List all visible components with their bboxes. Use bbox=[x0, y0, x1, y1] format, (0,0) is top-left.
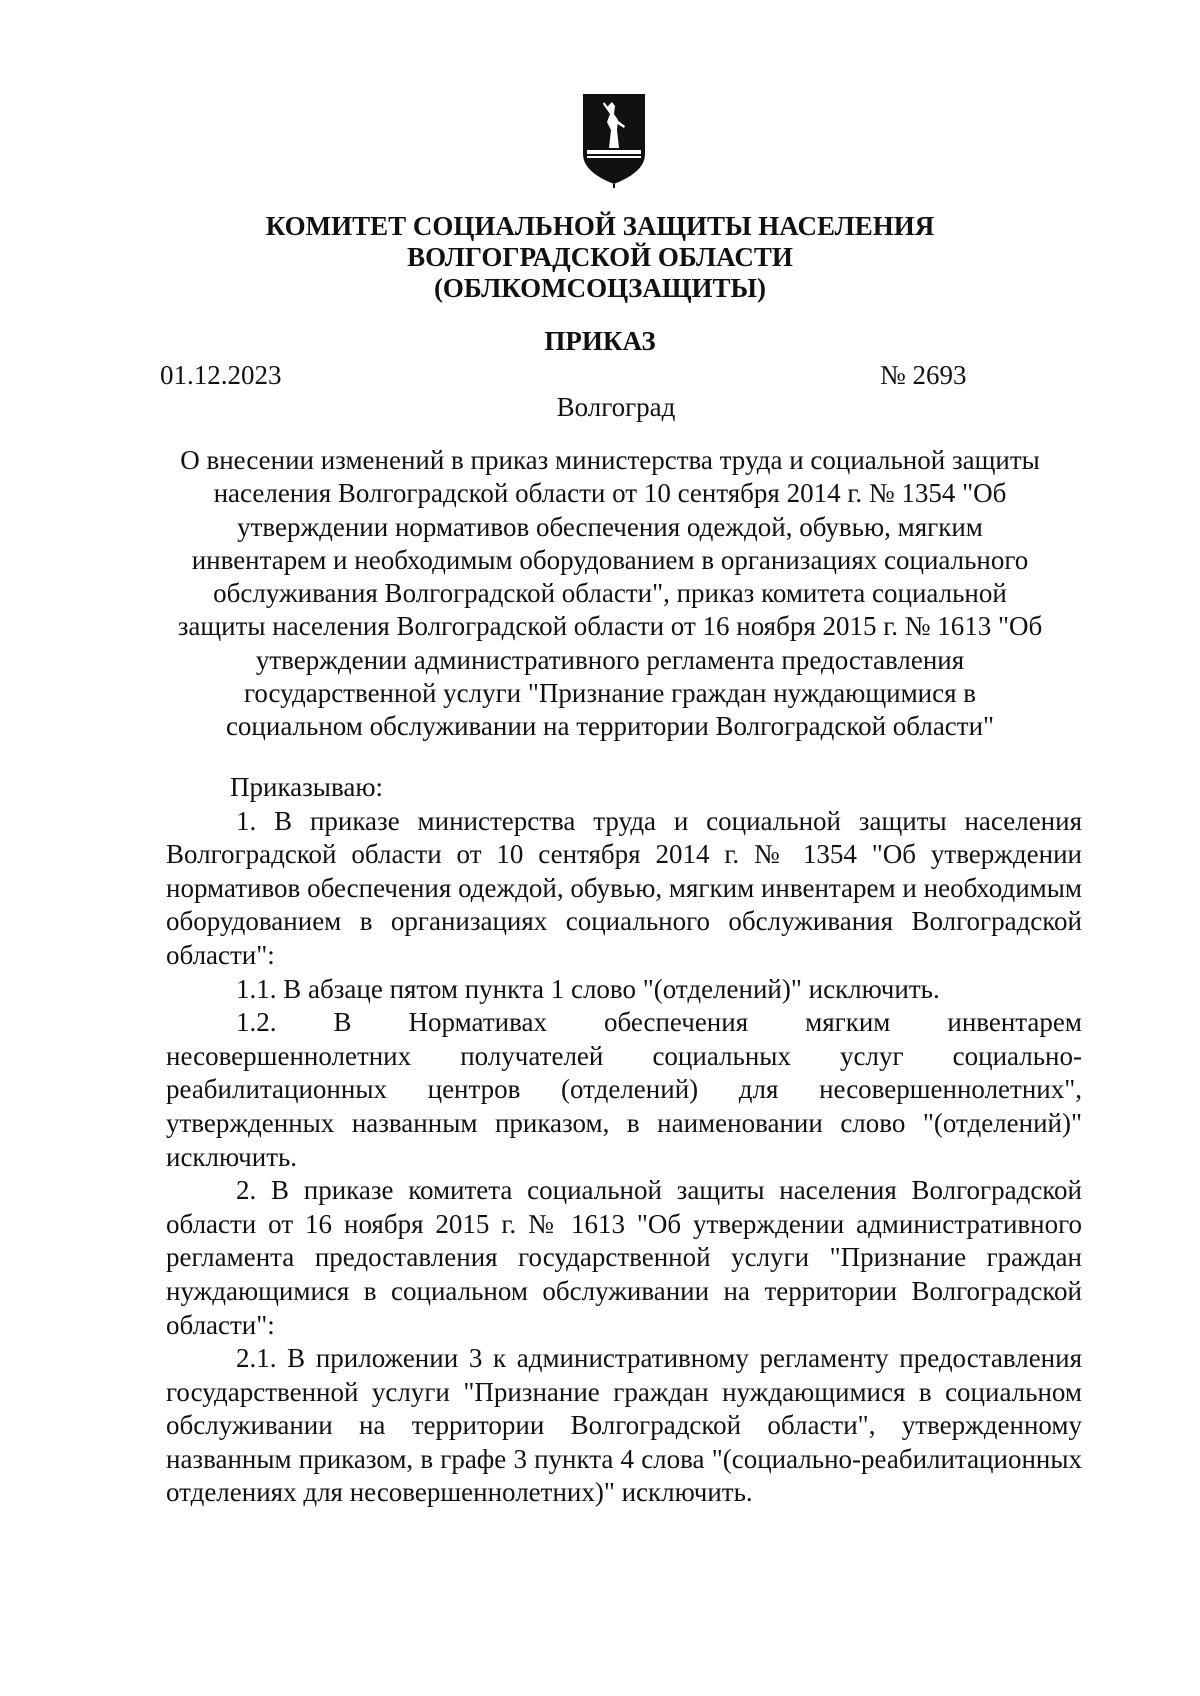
paragraph-1: 1. В приказе министерства труда и социальной защиты населения Волгоградской области от 10 сентября 2014 г. № 1354 "Об утверждении нормативов обеспечения одеждой, обувью, мягким инвентарем и необходимым оборудованием в организациях социального обслуживания Волгоградской области": bbox=[166, 805, 1082, 970]
org-line: (ОБЛКОМСОЦЗАЩИТЫ) bbox=[433, 273, 767, 303]
title-line: защиты населения Волгоградской области от 16 ноября 2015 г. № 1613 "Об bbox=[177, 611, 1043, 642]
title-line: социальном обслуживании на территории Волгоградской области" bbox=[225, 711, 995, 742]
document-type: ПРИКАЗ bbox=[544, 326, 656, 356]
title-line: О внесении изменений в приказ министерства труда и социальной защиты bbox=[180, 445, 1040, 475]
paragraph-2: 2. В приказе комитета социальной защиты населения Волгоградской области от 16 ноября 2015 г. № 1613 "Об утверждении административного регламента предоставления государственной услуги "Признание граждан нуждающимися в социальном обслуживании на территории Волгоградской области": bbox=[166, 1175, 1082, 1340]
organization-name bbox=[0, 211, 1200, 304]
paragraph-1-2: 1.2. В Нормативах обеспечения мягким инвентарем несовершеннолетних получателей социальных услуг социально-реабилитационных центров (отделений) для несовершеннолетних", утвержденных названным приказом, в наименовании слово "(отделений)" исключить. bbox=[166, 1007, 1082, 1172]
title-line: обслуживания Волгоградской области", приказ комитета социальной bbox=[213, 578, 1007, 609]
paragraph-1-1: 1.1. В абзаце пятом пункта 1 слово "(отделений)" исключить. bbox=[236, 973, 940, 1004]
order-lead: Приказываю: bbox=[230, 772, 383, 802]
document-number: № 2693 bbox=[880, 360, 967, 390]
title-line: государственной услуги "Признание граждан нуждающимися в bbox=[243, 678, 977, 709]
paragraph-2-1: 2.1. В приложении 3 к административному регламенту предоставления государственной услуги "Признание граждан нуждающимися в социальном обслуживании на территории Волгоградской области", утвержденному названным приказом, в графе 3 пункта 4 слова "(социально-реабилитационных отделениях для несовершеннолетних)" исключить. bbox=[166, 1343, 1082, 1508]
title-line: утверждении административного регламента предоставления bbox=[255, 644, 965, 675]
volgograd-coat-of-arms-icon bbox=[579, 92, 649, 188]
document-city: Волгоград bbox=[556, 392, 676, 422]
title-line: инвентарем и необходимым оборудованием в организациях социального bbox=[191, 544, 1029, 575]
document-title bbox=[140, 444, 1080, 744]
org-line: ВОЛГОГРАДСКОЙ ОБЛАСТИ bbox=[407, 242, 793, 272]
title-line: утверждении нормативов обеспечения одеждой, обувью, мягким bbox=[237, 511, 983, 542]
document-date: 01.12.2023 bbox=[160, 360, 282, 390]
title-line: населения Волгоградской области от 10 сентября 2014 г. № 1354 "Об bbox=[213, 478, 1007, 509]
document-body bbox=[166, 771, 1082, 1510]
org-line: КОМИТЕТ СОЦИАЛЬНОЙ ЗАЩИТЫ НАСЕЛЕНИЯ bbox=[265, 211, 935, 241]
